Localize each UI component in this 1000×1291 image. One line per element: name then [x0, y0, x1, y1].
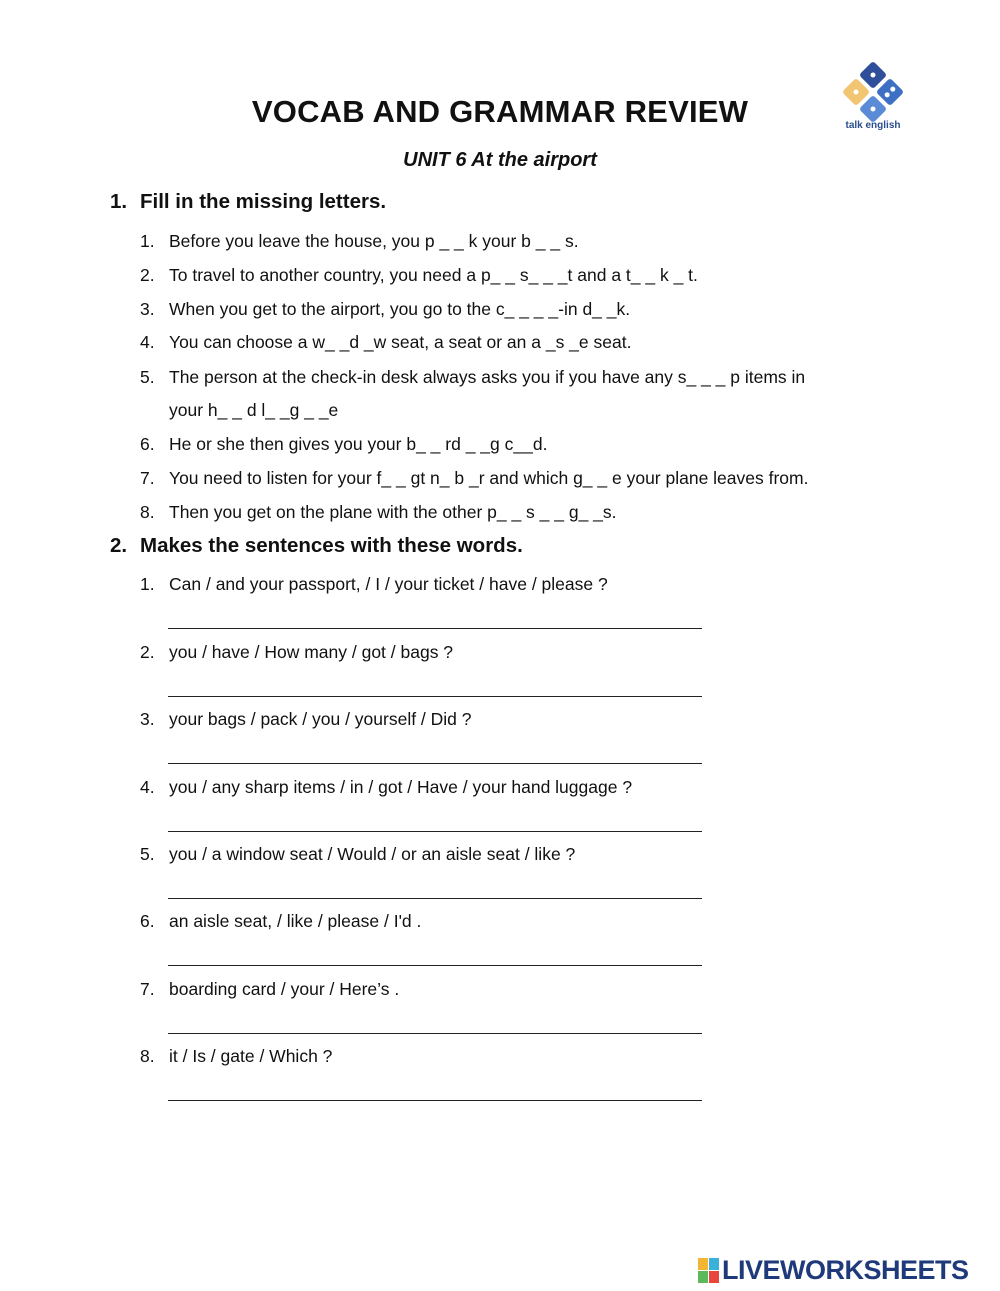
answer-line[interactable] — [168, 628, 702, 629]
liveworksheets-brand — [698, 1255, 994, 1287]
answer-line[interactable] — [168, 696, 702, 697]
section1-number: 1. — [110, 190, 128, 213]
section2-heading — [110, 534, 523, 558]
section2-heading-text: Makes the sentences with these words. — [140, 534, 523, 557]
answer-line[interactable] — [168, 831, 702, 832]
answer-line[interactable] — [168, 898, 702, 899]
page-title: VOCAB AND GRAMMAR REVIEW — [251, 94, 749, 129]
answer-line[interactable] — [168, 965, 702, 966]
footer-brand-text: LIVEWORKSHEETS — [722, 1255, 969, 1285]
answer-line[interactable] — [168, 1100, 702, 1101]
section1-heading-text: Fill in the missing letters. — [140, 190, 387, 213]
liveworksheets-logo-icon — [698, 1258, 720, 1284]
answer-line[interactable] — [168, 1033, 702, 1034]
page-subtitle: UNIT 6 At the airport — [403, 149, 597, 171]
section2-number: 2. — [110, 534, 128, 557]
answer-line[interactable] — [168, 763, 702, 764]
section1-heading — [110, 190, 386, 214]
logo-caption: talk english — [845, 120, 901, 131]
